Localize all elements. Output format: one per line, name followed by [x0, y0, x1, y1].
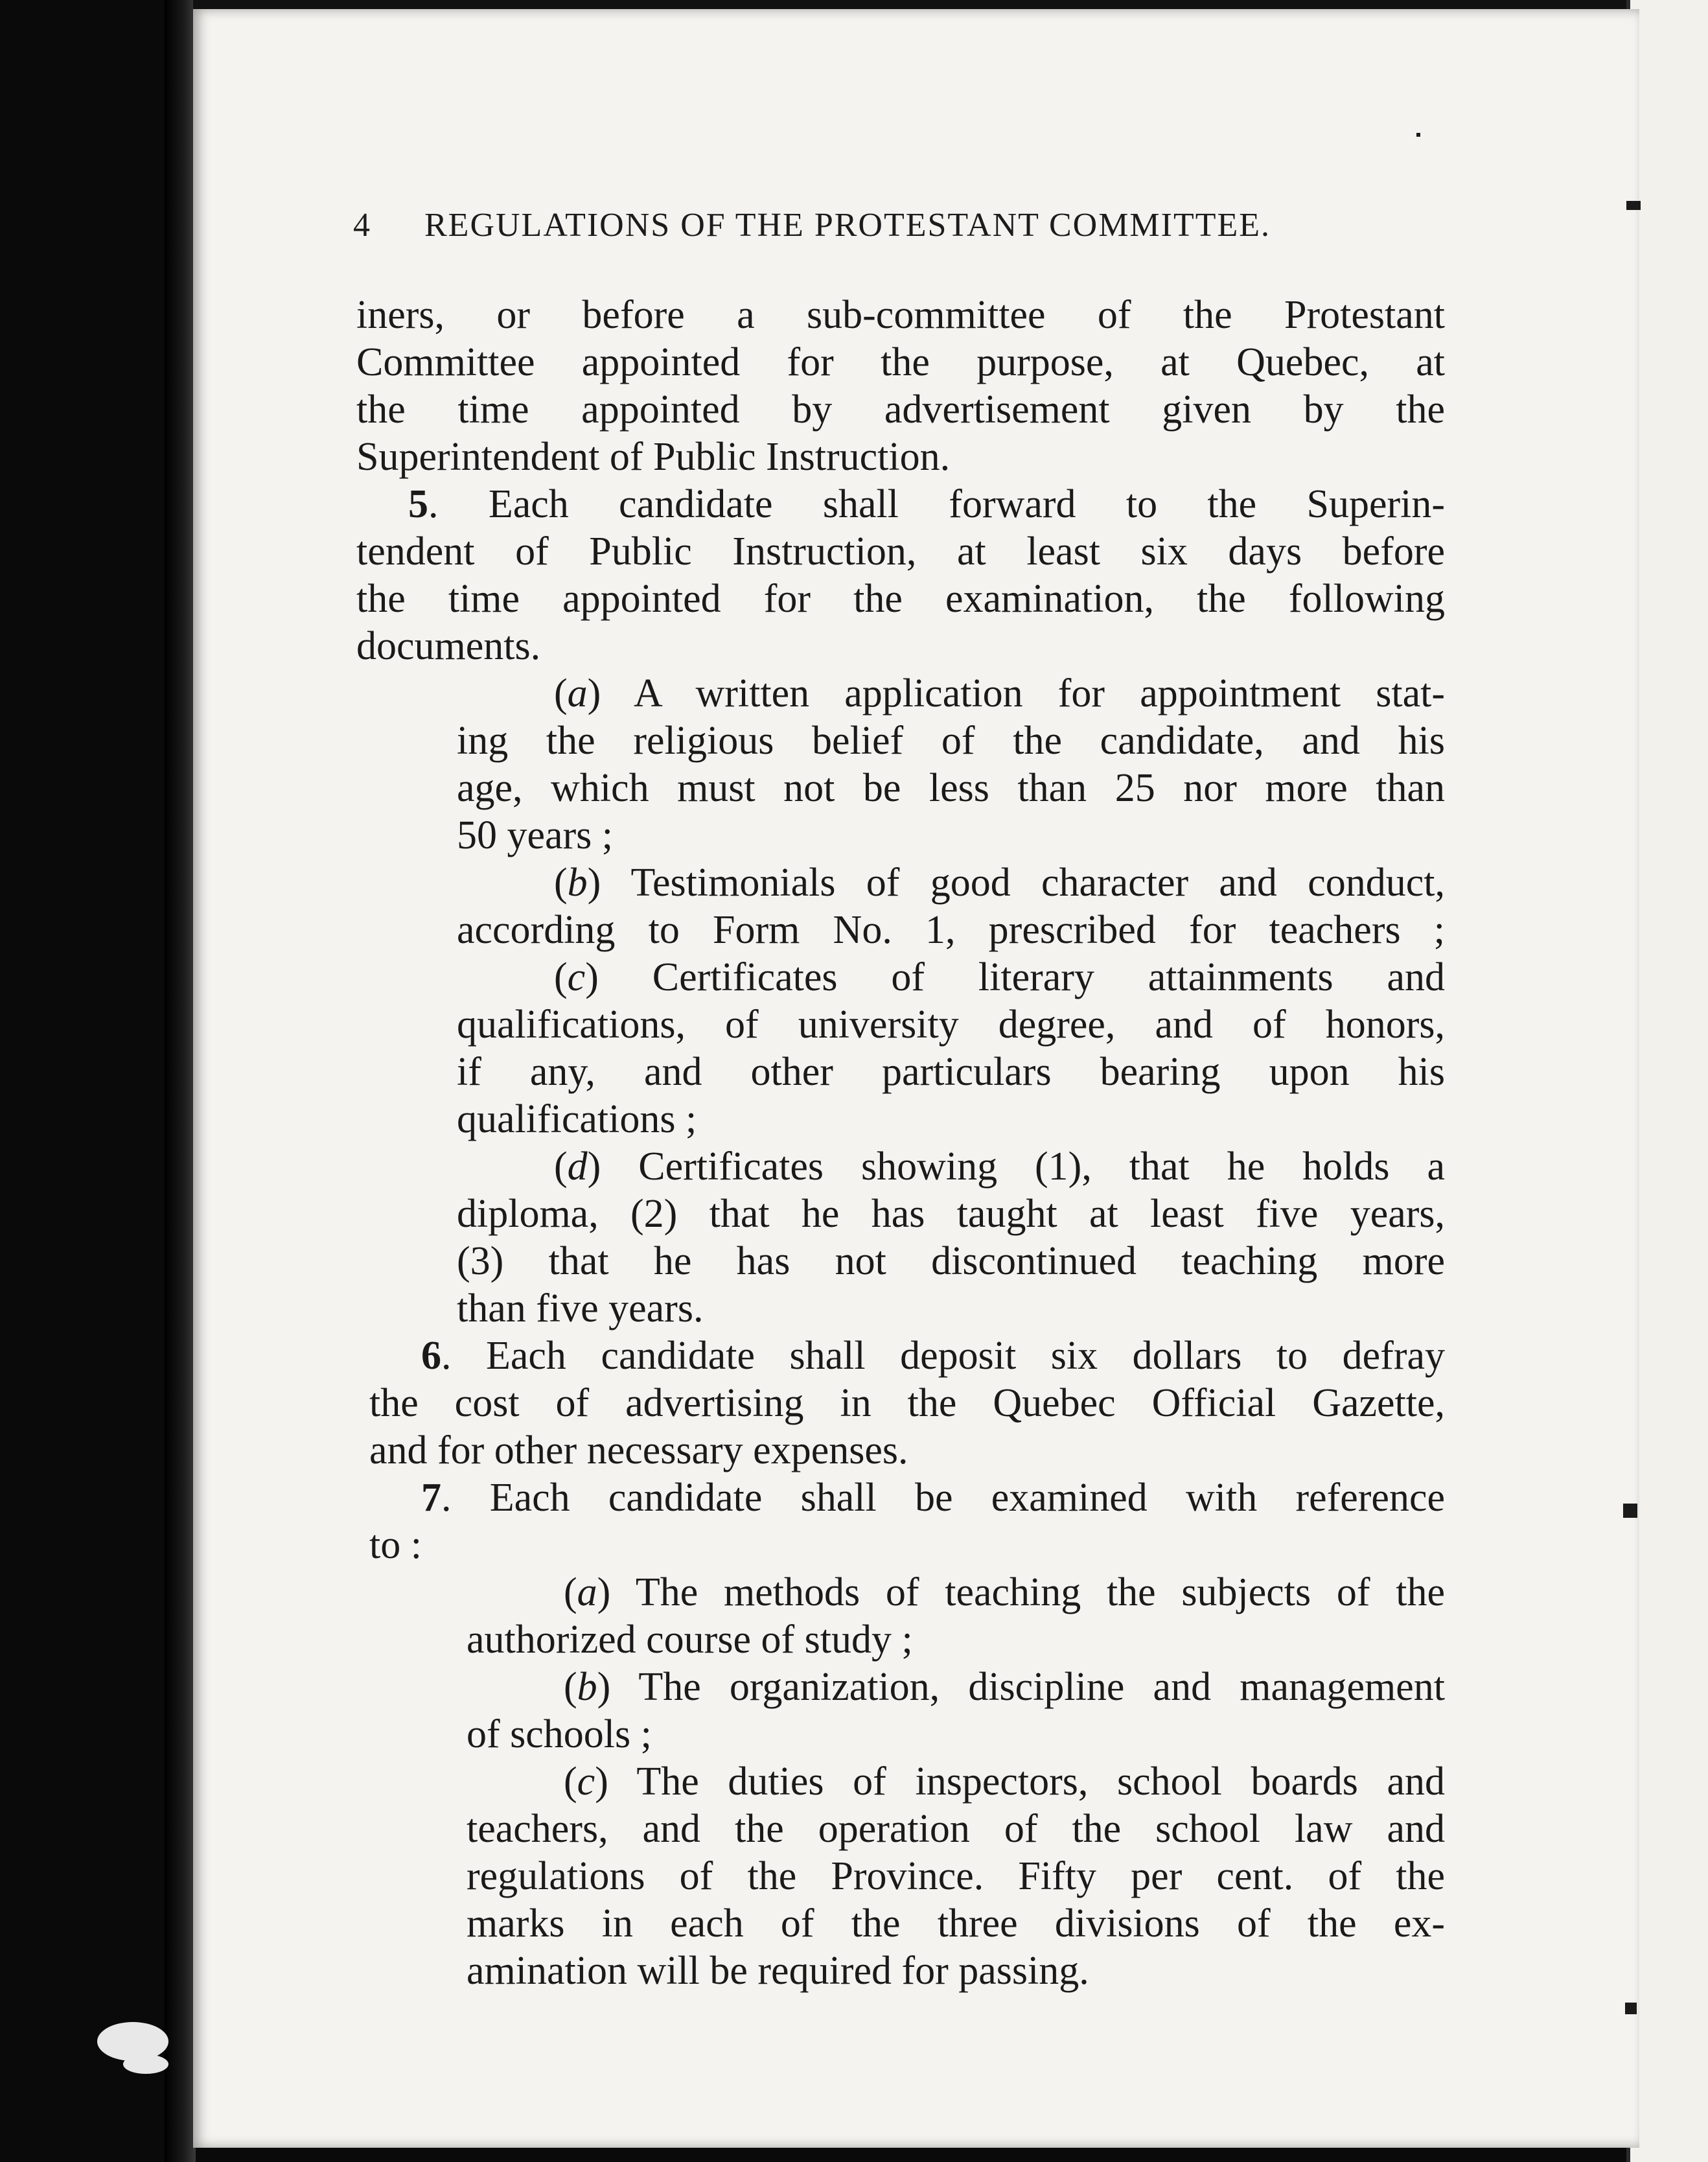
text-line: diploma, (2) that he has taught at least five years, [457, 1192, 1445, 1236]
clause-first-line: (a) The methods of teaching the subjects of the [564, 1570, 1445, 1614]
text-line: 50 years ; [457, 813, 614, 857]
text-line: Committee appointed for the purpose, at Quebec, at [356, 340, 1445, 384]
text-line: authorized course of study ; [467, 1618, 913, 1662]
scan-speck [123, 2054, 168, 2074]
scan-mark [1416, 133, 1420, 137]
clause-label: a [567, 671, 588, 715]
text-line: the cost of advertising in the Quebec Official Gazette, [369, 1381, 1445, 1425]
running-title: REGULATIONS OF THE PROTESTANT COMMITTEE. [424, 207, 1271, 244]
clause-5c [457, 954, 1445, 1143]
book-gutter [165, 0, 196, 2162]
clause-first-line: (b) The organization, discipline and management [564, 1665, 1445, 1709]
scan-mark [1623, 1504, 1637, 1518]
text-line: qualifications ; [457, 1097, 697, 1141]
clause-label: b [577, 1665, 597, 1709]
clause-first-line: (c) Certificates of literary attainments and [554, 955, 1445, 999]
clause-7c [467, 1758, 1445, 1995]
text-line: than five years. [457, 1286, 704, 1331]
page-number: 4 [353, 207, 371, 244]
clause-first-line: (b) Testimonials of good character and conduct, [554, 861, 1445, 905]
clause-label: c [577, 1760, 595, 1804]
clause-label: a [577, 1570, 597, 1614]
clause-label: c [567, 955, 586, 999]
clause-first-line: (c) The duties of inspectors, school boards and [564, 1760, 1445, 1804]
text-line: teachers, and the operation of the school law and [467, 1807, 1445, 1851]
text-line: ing the religious belief of the candidate, and his [457, 719, 1445, 763]
text-line: the time appointed by advertisement given by the [356, 388, 1445, 432]
text-line: and for other necessary expenses. [369, 1428, 908, 1472]
scan-mark [1626, 201, 1641, 210]
page-top-edge [193, 0, 1639, 9]
scan-speck [97, 2022, 168, 2061]
text-line: if any, and other particulars bearing upon his [457, 1050, 1445, 1094]
text-line: qualifications, of university degree, and of honors, [457, 1003, 1445, 1047]
text-line: (3) that he has not discontinued teaching more [457, 1239, 1445, 1283]
clause-first-line: (d) Certificates showing (1), that he holds a [554, 1145, 1445, 1189]
text-line: marks in each of the three divisions of the ex- [467, 1901, 1445, 1946]
clause-7a [467, 1569, 1445, 1664]
text-line: iners, or before a sub-committee of the Protestant [356, 293, 1445, 337]
text-line: documents. [356, 624, 541, 668]
clause-7b [467, 1664, 1445, 1758]
text-line: age, which must not be less than 25 nor more than [457, 766, 1445, 810]
scan-mark [1625, 2003, 1637, 2014]
clause-first-line: (a) A written application for appointment stat- [554, 671, 1445, 715]
section-number: 6 [421, 1334, 441, 1378]
page-body [356, 292, 1445, 1995]
text-line: the time appointed for the examination, the following [356, 577, 1445, 621]
clause-5d [457, 1143, 1445, 1332]
section-6-heading: 6. Each candidate shall deposit six dollars to defray [421, 1334, 1445, 1378]
section-5-heading: 5. Each candidate shall forward to the Superin- [408, 482, 1445, 526]
clause-label: d [567, 1145, 588, 1189]
section-7-heading: 7. Each candidate shall be examined with reference [421, 1476, 1445, 1520]
clause-label: b [567, 861, 588, 905]
text-line: according to Form No. 1, prescribed for teachers ; [457, 908, 1445, 952]
running-header [353, 206, 1396, 244]
section-number: 7 [421, 1476, 441, 1520]
clause-5b [457, 859, 1445, 954]
text-line: Superintendent of Public Instruction. [356, 435, 951, 479]
section-6 [369, 1332, 1445, 1474]
text-line: to : [369, 1523, 422, 1567]
text-line: amination will be required for passing. [467, 1949, 1089, 1993]
text-line: tendent of Public Instruction, at least six days before [356, 529, 1445, 574]
clause-5a [457, 670, 1445, 859]
section-number: 5 [408, 482, 428, 526]
text-line: regulations of the Province. Fifty per cent. of the [467, 1854, 1445, 1898]
text-line: of schools ; [467, 1712, 652, 1756]
section-7 [369, 1474, 1445, 1569]
